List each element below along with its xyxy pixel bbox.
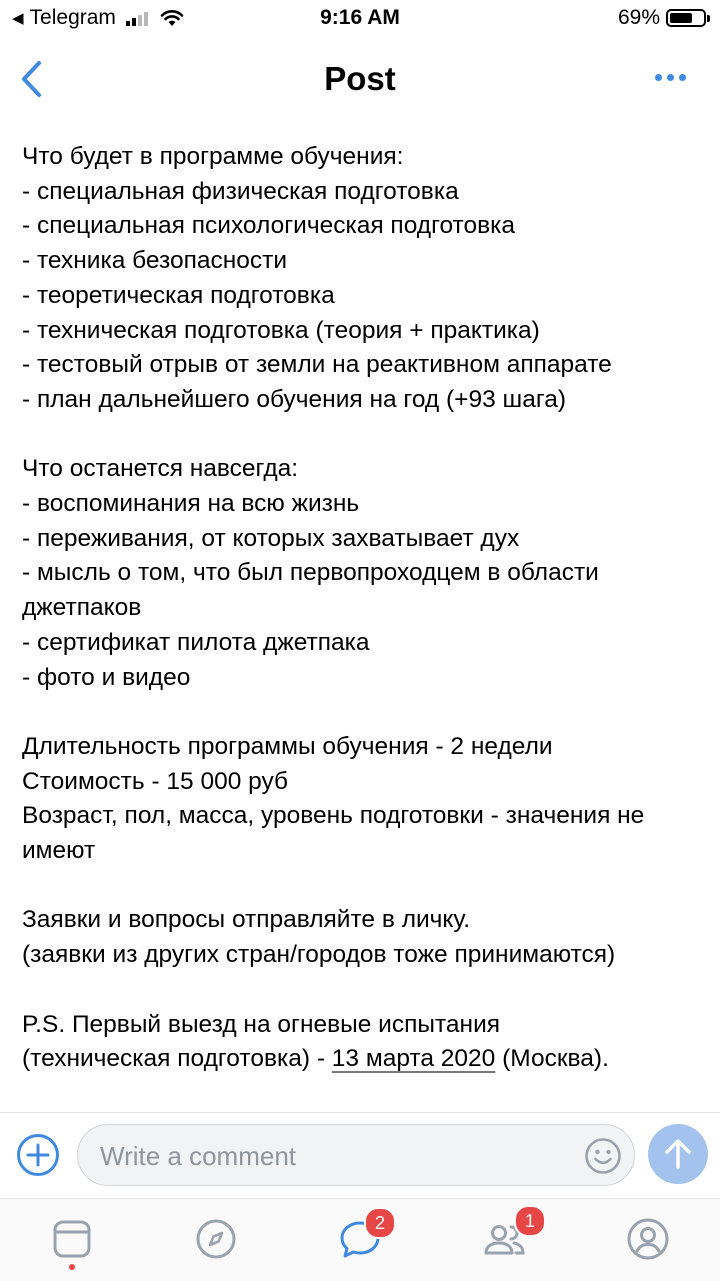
program-paragraph (22, 140, 702, 418)
text-line: Стоимость - 15 000 руб (22, 767, 289, 795)
text-line: P.S. Первый выезд на огневые испытания (22, 1010, 501, 1038)
battery-level (670, 13, 692, 23)
post-text (22, 140, 702, 1077)
more-horizontal-icon (655, 74, 662, 81)
text-line: Возраст, пол, масса, уровень подготовки - значения не имеют (22, 802, 645, 865)
smile-icon (584, 1137, 622, 1175)
ps-text: (техническая подготовка) - (22, 1045, 332, 1073)
text-line: - план дальнейшего обучения на год (+93 шага) (22, 385, 567, 413)
tab-bar (0, 1198, 720, 1281)
tab-news[interactable] (48, 1215, 96, 1263)
plus-circle-icon (16, 1133, 60, 1177)
page-title: Post (324, 60, 396, 97)
text-line: - переживания, от которых захватывает дух (22, 524, 520, 552)
text-line: - техническая подготовка (теория + практика) (22, 316, 540, 344)
forever-paragraph (22, 452, 702, 695)
details-paragraph (22, 730, 702, 869)
ps-paragraph (22, 1008, 702, 1077)
clock: 9:16 AM (320, 6, 400, 29)
friends-badge: 1 (514, 1205, 546, 1237)
battery-icon (666, 9, 706, 27)
comment-input[interactable] (77, 1124, 635, 1186)
text-line: - воспоминания на всю жизнь (22, 490, 360, 518)
text-line: - сертификат пилота джетпака (22, 628, 370, 656)
comment-bar (0, 1112, 720, 1199)
compass-icon (192, 1215, 240, 1263)
text-line (22, 1042, 702, 1077)
date-link[interactable]: 13 марта 2020 (331, 1045, 496, 1073)
send-button[interactable] (648, 1124, 708, 1184)
text-line: Что останется навсегда: (22, 455, 299, 483)
text-line: - фото и видео (22, 663, 191, 691)
nav-header (0, 38, 720, 122)
tab-discover[interactable] (192, 1215, 240, 1263)
back-app-label: Telegram (29, 6, 116, 29)
contact-paragraph (22, 903, 702, 972)
arrow-up-icon (663, 1138, 693, 1170)
tab-friends[interactable] (480, 1211, 535, 1263)
more-button[interactable] (655, 74, 686, 81)
text-line: - специальная психологическая подготовка (22, 212, 516, 240)
profile-icon (624, 1215, 672, 1263)
text-line: - техника безопасности (22, 247, 288, 275)
text-line: - специальная физическая подготовка (22, 177, 459, 205)
comment-placeholder: Write a comment (100, 1141, 297, 1171)
tab-profile[interactable] (624, 1215, 672, 1263)
back-triangle-icon: ◀ (12, 10, 24, 27)
text-line: (заявки из других стран/городов тоже принимаются) (22, 941, 616, 969)
battery-status (618, 6, 706, 30)
text-line: - теоретическая подготовка (22, 281, 335, 309)
text-line: - тестовый отрыв от земли на реактивном аппарате (22, 351, 612, 379)
text-line: - мысль о том, что был первопроходцем в области джетпаков (22, 559, 599, 622)
ps-location: (Москва). (495, 1045, 609, 1073)
text-line: Заявки и вопросы отправляйте в личку. (22, 906, 471, 934)
battery-percent: 69% (617, 6, 660, 29)
add-attachment-button[interactable] (16, 1133, 60, 1177)
tab-messages[interactable] (336, 1215, 384, 1263)
messages-badge: 2 (364, 1207, 396, 1239)
status-bar (0, 0, 720, 38)
text-line: Длительность программы обучения - 2 недели (22, 732, 553, 760)
emoji-button[interactable] (584, 1137, 622, 1175)
newsfeed-icon (48, 1215, 96, 1263)
text-line: Что будет в программе обучения: (22, 143, 404, 170)
active-tab-indicator (69, 1264, 75, 1270)
